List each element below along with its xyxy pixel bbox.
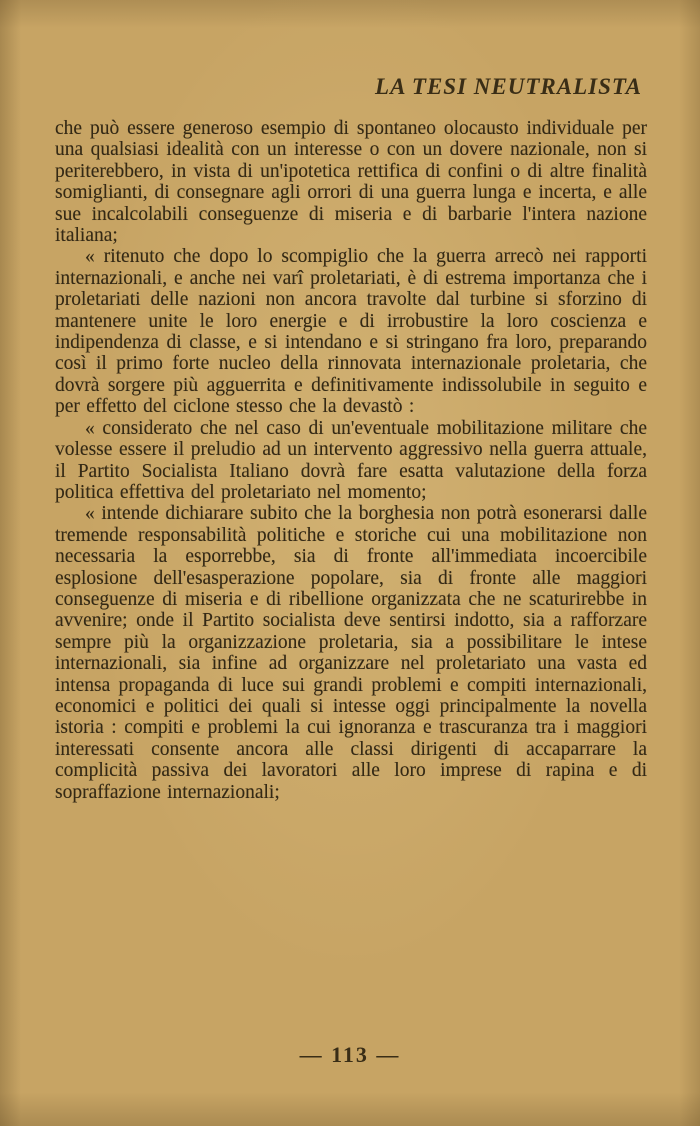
paragraph: « intende dichiarare subito che la borghesia non potrà esonerarsi dalle tremende responsabilità politiche e storiche cui una mobilitazione non necessaria la esporrebbe, sia di fronte all'immediata incoercibile esplosione dell'esasperazione popolare, sia di fronte alle maggiori conseguenze di miseria e di ribellione organizzata che ne scaturirebbe in avvenire; onde il Partito socialista deve sentirsi indotto, sia a rafforzare sempre più la organizzazione proletaria, sia a possibilitare le intese internazionali, sia infine ad organizzare nel proletariato una vasta ed intensa propaganda di luce sui grandi problemi e compiti internazionali, economici e politici dei quali si intesse oggi principalmente la novella istoria : compiti e problemi la cui ignoranza e trascuranza tra i maggiori interessati consente ancora alle classi dirigenti di accaparrare la complicità passiva dei lavoratori alle loro imprese di rapina e di sopraffazione internazionali; [55, 503, 647, 803]
paragraph: che può essere generoso esempio di spontaneo olocausto individuale per una qualsiasi idealità con un interesse o con un dovere nazionale, non si periterebbero, in vista di un'ipotetica rettifica di confini o di altre finalità somiglianti, di consegnare agli orrori di una guerra lunga e incerta, e alle sue incalcolabili conseguenze di miseria e di barbarie l'intera nazione italiana; [55, 118, 647, 247]
paragraph: « ritenuto che dopo lo scompiglio che la guerra arrecò nei rapporti internazionali, e anche nei varî proletariati, è di estrema importanza che i proletariati delle nazioni non ancora travolte dal turbine si sforzino di mantenere unite le loro energie e di irrobustire la loro coscienza e indipendenza di classe, e si intendano e si stringano fra loro, preparando così il primo forte nucleo della rinnovata internazionale proletaria, che dovrà sorgere più agguerrita e definitivamente indissolubile in seguito e per effetto del ciclone stesso che la devastò : [55, 246, 647, 418]
body-text [55, 118, 647, 803]
paragraph: « considerato che nel caso di un'eventuale mobilitazione militare che volesse essere il preludio ad un intervento aggressivo nella guerra attuale, il Partito Socialista Italiano dovrà fare esatta valutazione della forza politica effettiva del proletariato nel momento; [55, 417, 647, 503]
running-header: LA TESI NEUTRALISTA [375, 74, 642, 99]
page-number: — 113 — [299, 1042, 401, 1067]
